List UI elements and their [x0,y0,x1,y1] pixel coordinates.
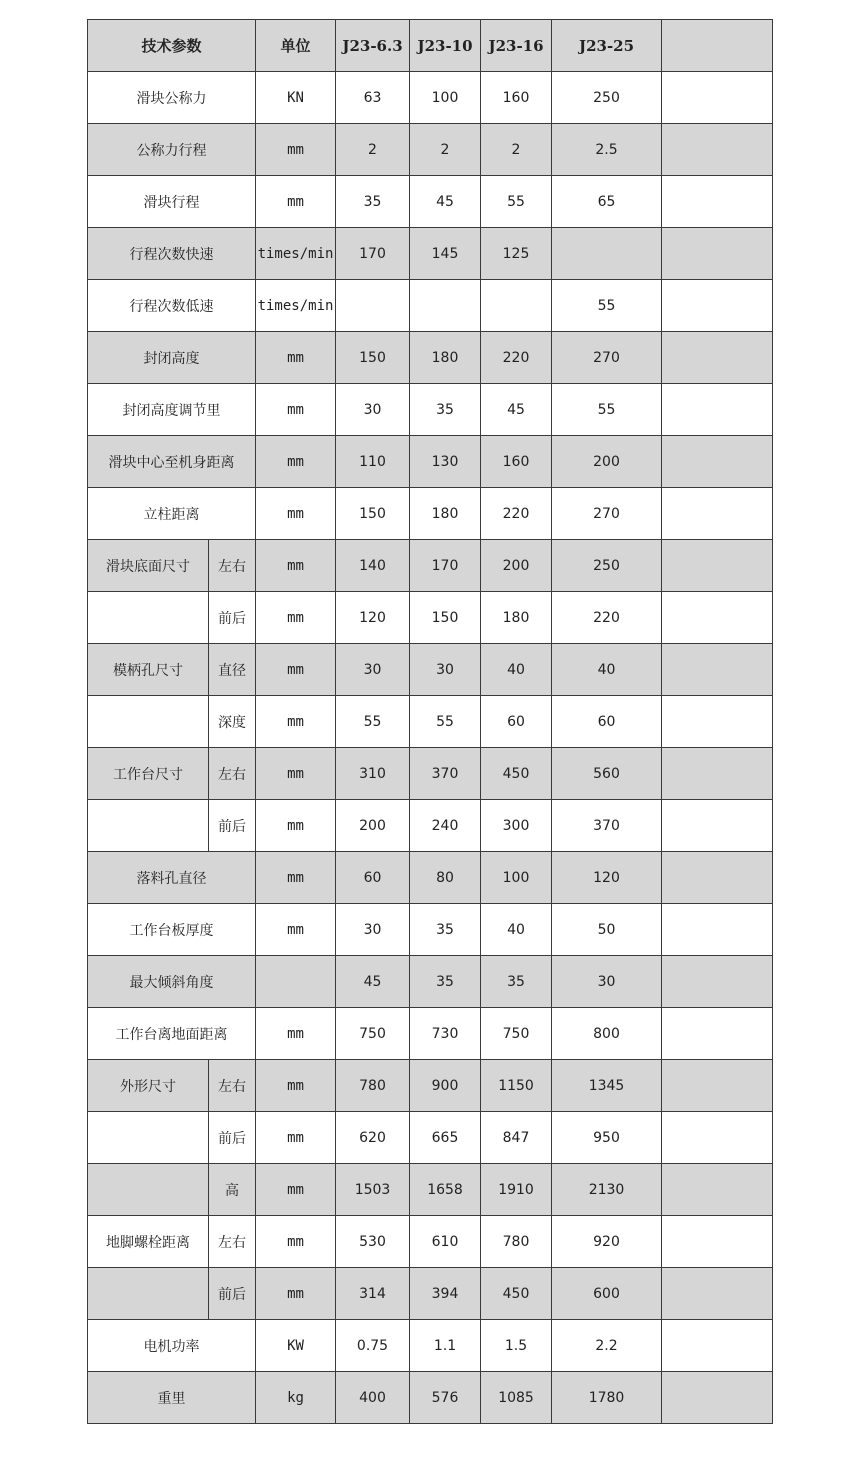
unit-cell: mm [256,592,336,644]
value-cell: 150 [336,332,410,384]
empty-cell [662,1164,773,1216]
unit-cell: mm [256,800,336,852]
header-model: J23-10 [410,20,481,72]
param-label: 行程次数低速 [88,280,256,332]
value-cell: 314 [336,1268,410,1320]
value-cell: 65 [552,176,662,228]
value-cell: 730 [410,1008,481,1060]
value-cell: 270 [552,488,662,540]
unit-cell [256,956,336,1008]
param-label: 滑块公称力 [88,72,256,124]
table-row [88,748,773,800]
unit-cell: mm [256,176,336,228]
table-row [88,436,773,488]
table-row [88,280,773,332]
value-cell: 2.5 [552,124,662,176]
value-cell: 55 [552,384,662,436]
param-sublabel: 左右 [209,1060,256,1112]
unit-cell: mm [256,904,336,956]
empty-cell [662,592,773,644]
value-cell: 0.75 [336,1320,410,1372]
param-sublabel: 深度 [209,696,256,748]
value-cell: 60 [481,696,552,748]
value-cell: 300 [481,800,552,852]
value-cell: 610 [410,1216,481,1268]
unit-cell: mm [256,384,336,436]
value-cell: 1.1 [410,1320,481,1372]
value-cell: 80 [410,852,481,904]
param-label: 滑块底面尺寸 [88,540,209,592]
param-label [88,1112,209,1164]
param-label: 行程次数快速 [88,228,256,280]
table-row [88,124,773,176]
param-sublabel: 左右 [209,540,256,592]
value-cell: 35 [410,956,481,1008]
value-cell: 40 [481,644,552,696]
table-row [88,904,773,956]
spec-table-body [88,20,773,1424]
unit-cell: KN [256,72,336,124]
table-row [88,956,773,1008]
param-label: 立柱距离 [88,488,256,540]
table-row [88,1320,773,1372]
value-cell: 30 [336,904,410,956]
header-unit: 单位 [256,20,336,72]
value-cell: 1345 [552,1060,662,1112]
value-cell: 35 [410,904,481,956]
value-cell: 150 [410,592,481,644]
param-label: 外形尺寸 [88,1060,209,1112]
value-cell: 1780 [552,1372,662,1424]
param-label: 重里 [88,1372,256,1424]
value-cell: 310 [336,748,410,800]
param-label: 模柄孔尺寸 [88,644,209,696]
empty-cell [662,72,773,124]
value-cell: 180 [410,332,481,384]
value-cell: 30 [410,644,481,696]
value-cell: 2130 [552,1164,662,1216]
value-cell: 120 [336,592,410,644]
table-row [88,540,773,592]
value-cell: 750 [481,1008,552,1060]
value-cell: 130 [410,436,481,488]
value-cell: 60 [552,696,662,748]
param-label [88,800,209,852]
value-cell: 55 [336,696,410,748]
empty-cell [662,696,773,748]
value-cell: 150 [336,488,410,540]
empty-cell [662,332,773,384]
value-cell: 55 [481,176,552,228]
param-sublabel: 前后 [209,1268,256,1320]
table-row [88,1216,773,1268]
value-cell: 370 [410,748,481,800]
table-row [88,1008,773,1060]
empty-cell [662,956,773,1008]
unit-cell: times/min [256,280,336,332]
unit-cell: KW [256,1320,336,1372]
value-cell: 240 [410,800,481,852]
param-label [88,696,209,748]
value-cell: 250 [552,540,662,592]
value-cell: 394 [410,1268,481,1320]
table-row [88,800,773,852]
value-cell: 1150 [481,1060,552,1112]
value-cell: 847 [481,1112,552,1164]
value-cell: 63 [336,72,410,124]
value-cell: 950 [552,1112,662,1164]
value-cell: 1085 [481,1372,552,1424]
empty-cell [662,904,773,956]
param-label: 电机功率 [88,1320,256,1372]
header-model: J23-16 [481,20,552,72]
value-cell: 450 [481,748,552,800]
value-cell: 55 [410,696,481,748]
value-cell: 220 [481,332,552,384]
empty-cell [662,1320,773,1372]
header-model: J23-6.3 [336,20,410,72]
param-label: 封闭高度 [88,332,256,384]
empty-cell [662,540,773,592]
unit-cell: mm [256,1060,336,1112]
empty-cell [662,1216,773,1268]
table-row [88,1112,773,1164]
unit-cell: times/min [256,228,336,280]
value-cell: 100 [481,852,552,904]
param-label: 滑块中心至机身距离 [88,436,256,488]
value-cell: 750 [336,1008,410,1060]
value-cell: 35 [336,176,410,228]
value-cell: 170 [336,228,410,280]
unit-cell: mm [256,696,336,748]
unit-cell: mm [256,436,336,488]
empty-cell [662,644,773,696]
value-cell: 50 [552,904,662,956]
param-label: 封闭高度调节里 [88,384,256,436]
value-cell: 45 [481,384,552,436]
unit-cell: mm [256,644,336,696]
empty-cell [662,176,773,228]
value-cell: 110 [336,436,410,488]
unit-cell: kg [256,1372,336,1424]
empty-cell [662,1008,773,1060]
param-sublabel: 前后 [209,1112,256,1164]
value-cell: 60 [336,852,410,904]
value-cell: 900 [410,1060,481,1112]
value-cell: 200 [336,800,410,852]
value-cell: 1658 [410,1164,481,1216]
header-row [88,20,773,72]
value-cell: 665 [410,1112,481,1164]
value-cell: 30 [552,956,662,1008]
value-cell: 2 [481,124,552,176]
value-cell: 35 [410,384,481,436]
param-sublabel: 左右 [209,748,256,800]
value-cell: 400 [336,1372,410,1424]
value-cell: 530 [336,1216,410,1268]
param-label: 公称力行程 [88,124,256,176]
value-cell: 120 [552,852,662,904]
value-cell: 180 [410,488,481,540]
value-cell: 270 [552,332,662,384]
param-label: 地脚螺栓距离 [88,1216,209,1268]
empty-cell [662,1372,773,1424]
value-cell: 100 [410,72,481,124]
param-label [88,1164,209,1216]
value-cell: 55 [552,280,662,332]
value-cell: 1.5 [481,1320,552,1372]
empty-cell [662,1268,773,1320]
value-cell: 200 [481,540,552,592]
empty-cell [662,1060,773,1112]
table-row [88,852,773,904]
unit-cell: mm [256,1164,336,1216]
empty-cell [662,1112,773,1164]
value-cell: 140 [336,540,410,592]
header-empty [662,20,773,72]
value-cell: 170 [410,540,481,592]
empty-cell [662,280,773,332]
value-cell: 2.2 [552,1320,662,1372]
value-cell [410,280,481,332]
value-cell: 780 [336,1060,410,1112]
table-row [88,228,773,280]
unit-cell: mm [256,1112,336,1164]
value-cell: 576 [410,1372,481,1424]
value-cell: 40 [552,644,662,696]
param-sublabel: 直径 [209,644,256,696]
value-cell [336,280,410,332]
value-cell: 30 [336,384,410,436]
value-cell: 180 [481,592,552,644]
value-cell: 125 [481,228,552,280]
value-cell: 160 [481,436,552,488]
unit-cell: mm [256,852,336,904]
param-sublabel: 前后 [209,800,256,852]
value-cell: 800 [552,1008,662,1060]
param-sublabel: 左右 [209,1216,256,1268]
header-model: J23-25 [552,20,662,72]
empty-cell [662,488,773,540]
unit-cell: mm [256,1008,336,1060]
value-cell: 600 [552,1268,662,1320]
table-row [88,1268,773,1320]
empty-cell [662,436,773,488]
param-sublabel: 高 [209,1164,256,1216]
value-cell: 35 [481,956,552,1008]
table-row [88,1164,773,1216]
table-row [88,176,773,228]
spec-table [87,19,773,1424]
unit-cell: mm [256,540,336,592]
value-cell: 250 [552,72,662,124]
param-label: 落料孔直径 [88,852,256,904]
value-cell: 220 [481,488,552,540]
param-label: 工作台离地面距离 [88,1008,256,1060]
value-cell: 45 [336,956,410,1008]
unit-cell: mm [256,748,336,800]
unit-cell: mm [256,488,336,540]
value-cell: 2 [336,124,410,176]
param-sublabel: 前后 [209,592,256,644]
value-cell: 560 [552,748,662,800]
table-row [88,488,773,540]
unit-cell: mm [256,332,336,384]
table-row [88,1372,773,1424]
param-label: 工作台板厚度 [88,904,256,956]
unit-cell: mm [256,124,336,176]
param-label [88,1268,209,1320]
table-row [88,592,773,644]
value-cell: 920 [552,1216,662,1268]
value-cell: 450 [481,1268,552,1320]
value-cell: 2 [410,124,481,176]
table-row [88,1060,773,1112]
empty-cell [662,748,773,800]
value-cell: 1910 [481,1164,552,1216]
table-row [88,696,773,748]
value-cell: 145 [410,228,481,280]
empty-cell [662,228,773,280]
empty-cell [662,384,773,436]
value-cell: 220 [552,592,662,644]
table-row [88,384,773,436]
value-cell: 40 [481,904,552,956]
value-cell: 200 [552,436,662,488]
table-row [88,332,773,384]
param-label: 工作台尺寸 [88,748,209,800]
empty-cell [662,852,773,904]
value-cell: 45 [410,176,481,228]
value-cell [552,228,662,280]
param-label: 最大倾斜角度 [88,956,256,1008]
value-cell: 780 [481,1216,552,1268]
table-row [88,644,773,696]
value-cell [481,280,552,332]
unit-cell: mm [256,1216,336,1268]
empty-cell [662,124,773,176]
value-cell: 30 [336,644,410,696]
value-cell: 620 [336,1112,410,1164]
value-cell: 160 [481,72,552,124]
param-label: 滑块行程 [88,176,256,228]
unit-cell: mm [256,1268,336,1320]
param-label [88,592,209,644]
value-cell: 1503 [336,1164,410,1216]
value-cell: 370 [552,800,662,852]
header-param: 技术参数 [88,20,256,72]
table-row [88,72,773,124]
empty-cell [662,800,773,852]
